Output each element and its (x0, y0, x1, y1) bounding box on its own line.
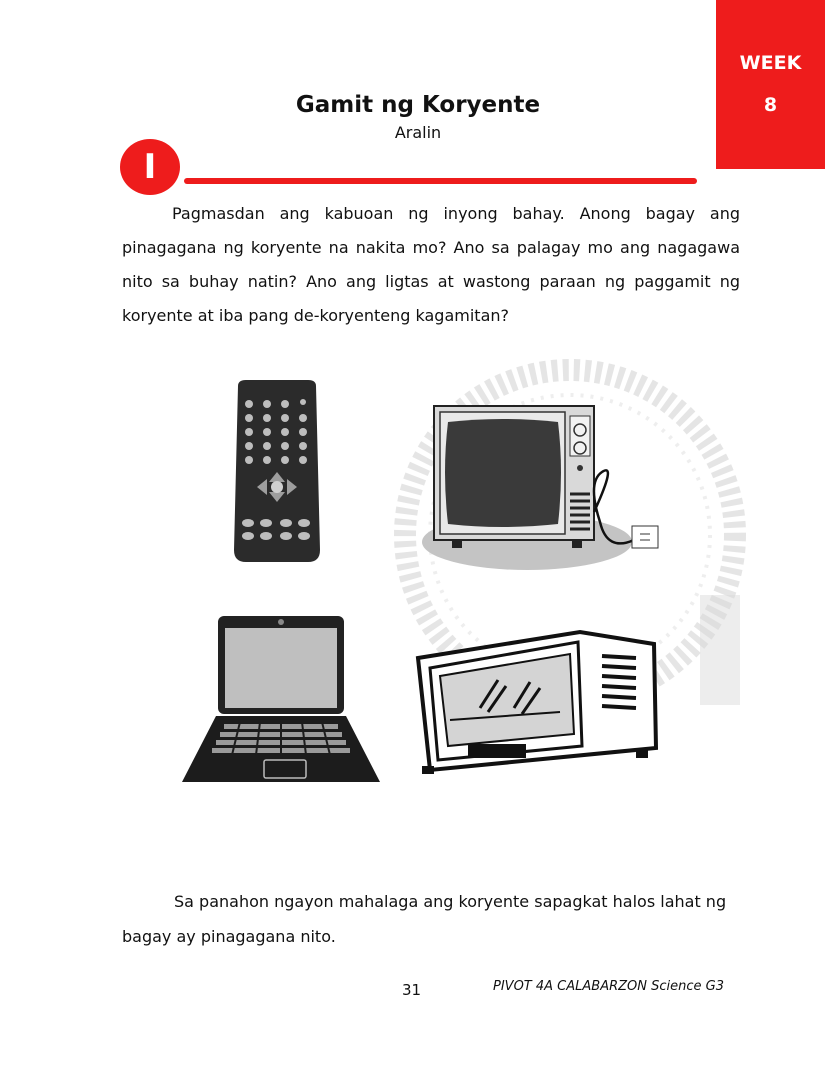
intro-paragraph: Pagmasdan ang kabuoan ng inyong bahay. Anong bagay ang pinagagana ng koryente na nakita mo? Ano sa palagay mo ang nagagawa nito sa buhay natin? Ano ang ligtas at wastong paraan ng paggamit ng koryente at iba pang de-koryenteng kagamitan? (122, 204, 740, 325)
remote-control-icon (232, 378, 322, 564)
toaster-oven-icon (410, 628, 662, 780)
page-subtitle: Aralin (394, 123, 442, 142)
laptop-icon (180, 614, 382, 786)
week-number: 8 (763, 94, 778, 116)
closing-paragraph: Sa panahon ngayon mahalaga ang koryente sapagkat halos lahat ng bagay ay pinagagana nito. (122, 892, 727, 946)
week-tab (716, 0, 825, 169)
footer-series: PIVOT 4A CALABARZON Science G3 (493, 979, 724, 994)
page-number: 31 (402, 981, 422, 999)
section-divider (184, 178, 697, 184)
week-label: WEEK (739, 52, 802, 74)
section-marker: I (120, 139, 180, 195)
television-icon (422, 402, 667, 572)
page-title: Gamit ng Koryente (295, 92, 541, 118)
